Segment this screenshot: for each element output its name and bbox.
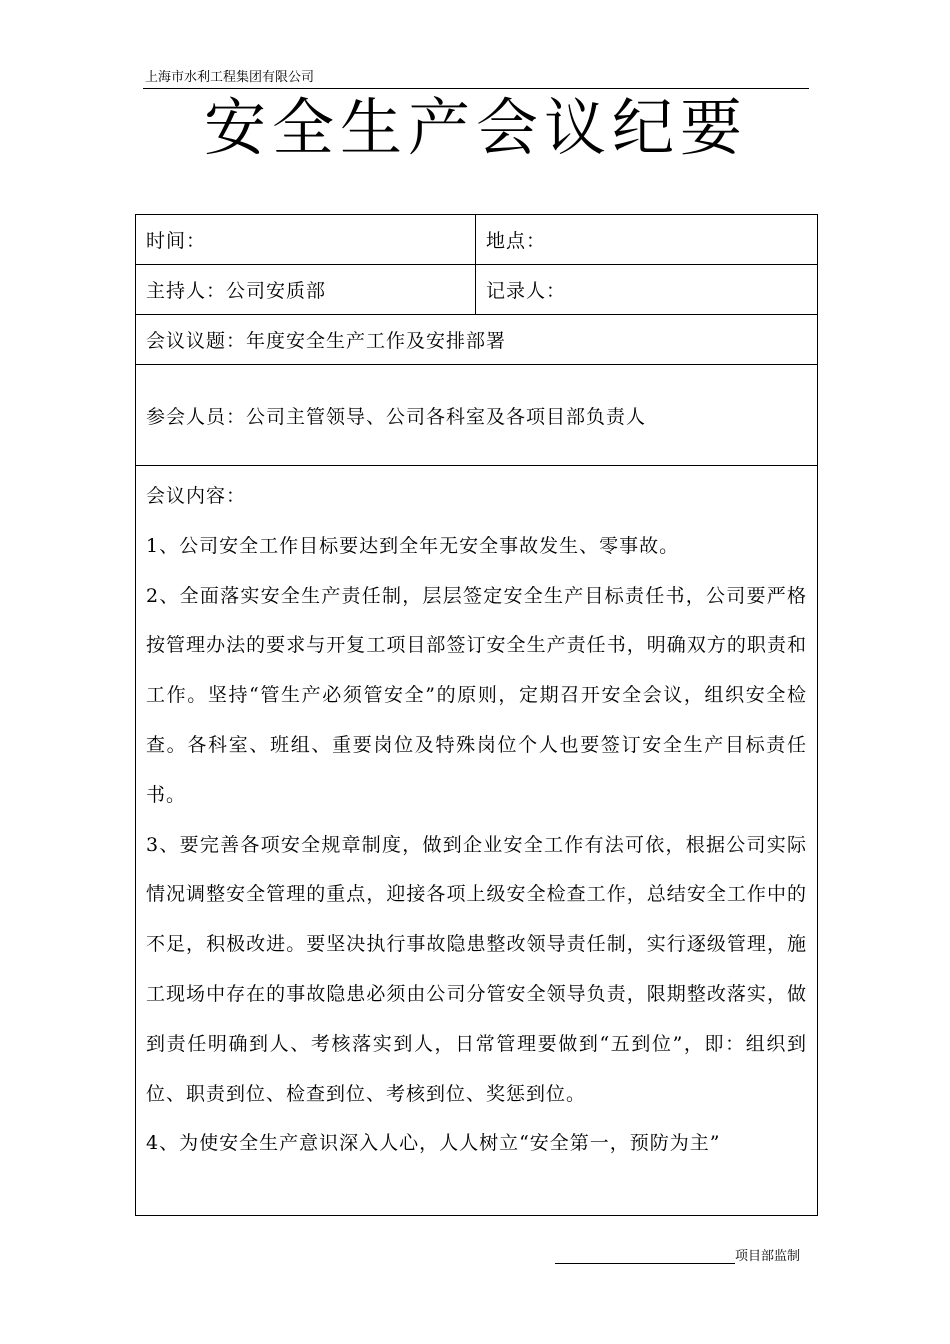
meeting-content-cell xyxy=(136,466,818,1216)
recorder-field: 记录人： xyxy=(476,265,818,315)
table-row xyxy=(136,466,818,1216)
content-label: 会议内容： xyxy=(146,485,247,507)
content-paragraph-1: 1、公司安全工作目标要达到全年无安全事故发生、零事故。 xyxy=(146,534,680,557)
content-paragraph-4: 4、为使安全生产意识深入人心，人人树立“安全第一，预防为主” xyxy=(146,1132,721,1155)
footer-signature-line xyxy=(555,1263,735,1264)
table-row xyxy=(136,265,818,315)
content-paragraph-3: 3、要完善各项安全规章制度，做到企业安全工作有法可依，根据公司实际情况调整安全管理的重点，迎接各项上级安全检查工作，总结安全工作中的不足，积极改进。要坚决执行事故隐患整改领导责任制，实行逐级管理，施工现场中存在的事故隐患必须由公司分管安全领导负责，限期整改落实，做到责任明确到人、考核落实到人，日常管理要做到“五到位”，即：组织到位、职责到位、检查到位、考核到位、奖惩到位。 xyxy=(146,833,807,1105)
content-paragraph-2: 2、全面落实安全生产责任制，层层签定安全生产目标责任书，公司要严格按管理办法的要求与开复工项目部签订安全生产责任书，明确双方的职责和工作。坚持“管生产必须管安全”的原则，定期召开安全会议，组织安全检查。各科室、班组、重要岗位及特殊岗位个人也要签订安全生产目标责任书。 xyxy=(146,584,807,806)
topic-field: 会议议题：年度安全生产工作及安排部署 xyxy=(136,315,818,365)
company-name: 上海市水利工程集团有限公司 xyxy=(145,70,315,85)
table-row xyxy=(136,315,818,365)
place-field: 地点： xyxy=(476,215,818,265)
time-field: 时间： xyxy=(136,215,476,265)
host-field: 主持人：公司安质部 xyxy=(136,265,476,315)
table-row xyxy=(136,365,818,466)
table-row xyxy=(136,215,818,265)
document-title: 安全生产会议纪要 xyxy=(203,91,748,164)
footer-label: 项目部监制 xyxy=(735,1249,801,1264)
meeting-minutes-table xyxy=(135,214,818,1216)
attendees-field: 参会人员：公司主管领导、公司各科室及各项目部负责人 xyxy=(136,365,818,466)
